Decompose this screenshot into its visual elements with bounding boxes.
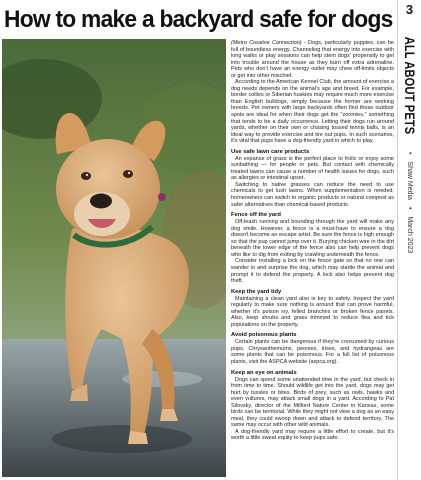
intro-text: - Dogs, particularly puppies, can be full of boundless energy. Channeling that energy into exercise with long walks or play sessions can help stem dogs' propensity to get into trouble around the house as they burn off extra adrenaline. Pets who don't have an energy outlet may chew off-limits objects or get into other mischief. bbox=[231, 40, 394, 79]
dog-photo bbox=[2, 39, 226, 477]
section-paragraph: Consider installing a lock on the fence gate so that no one can wander in and surprise the dog, which may startle the animal and prompt it to defend the property. A lock also helps prevent dog theft. bbox=[231, 258, 394, 285]
section-heading: Avoid poisonous plants bbox=[231, 332, 297, 339]
section-heading: Keep an eye on animals bbox=[231, 369, 297, 376]
section-heading: Fence off the yard bbox=[231, 212, 281, 219]
side-rail bbox=[397, 0, 421, 480]
photo-credit: (Metro Creative Connection) bbox=[231, 40, 302, 46]
intro-paragraph bbox=[231, 40, 394, 79]
running-footer bbox=[402, 26, 416, 253]
headline: How to make a backyard safe for dogs bbox=[4, 6, 393, 33]
section-title: ALL ABOUT PETS bbox=[402, 36, 417, 135]
intro-paragraph: According to the American Kennel Club, the amount of exercise a dog needs depends on the animal's age and breed. For example, border collies or Siberian huskies may require much more exercise than English bulldogs, simply because the former are working breeds. Pet owners with large backyards often find those outdoor spots are ideal for when their dogs get the "zoomies," something that tends to be a daily occurrence. Letting their dogs run around yards, whether on their own or chasing tossed tennis balls, is an ideal way to provide exercise and tire out pups. In such scenarios, it's vital that pups have a dog-friendly yard in which to play. bbox=[231, 79, 394, 145]
page-number: 3 bbox=[405, 2, 414, 17]
section-heading: Use safe lawn care products bbox=[231, 148, 310, 155]
section-paragraph: Certain plants can be dangerous if they're consumed by curious pups. Chrysanthemums, peonies, irises, and hydrangeas are some plants that can be poisonous. For a full list of poisonous plants, visit the ASPCA website (aspca.org). bbox=[231, 339, 394, 365]
section-paragraph: Switching to native grasses can reduce the need to use chemicals to get lush lawns. When supplementation is needed, homeowners can switch to organic products or natural compost as safer alternatives than chemical-based products. bbox=[231, 181, 394, 208]
article-body bbox=[231, 40, 394, 478]
separator: • bbox=[406, 206, 413, 210]
section-paragraph: A dog-friendly yard may require a little effort to create, but it's worth a little sweat equity to keep pups safe. bbox=[231, 428, 394, 442]
section-paragraph: An expanse of grass is the perfect place to frolic or enjoy some sunbathing — for people or pets. But contact with chemically treated lawns can cause a number of health issues for dogs, such as allergies or intestinal upset. bbox=[231, 155, 394, 182]
section-paragraph: Maintaining a clean yard also is key to safety. Inspect the yard regularly to make sure nothing is around that can prove harmful, whether it's poison ivy, felled branches or broken fence panels. Also, keep shrubs and grass trimmed to reduce flea and tick populations on the property. bbox=[231, 295, 394, 328]
publication-name: Shaw Media bbox=[406, 161, 413, 200]
section-heading: Keep the yard tidy bbox=[231, 288, 282, 295]
separator: • bbox=[406, 152, 413, 155]
section-paragraph: Off-leash running and bounding through the yard will make any dog smile. However, a fence is a must-have to ensure a dog doesn't become an escape artist. Be sure the fence is high enough so that the pup cannot jump over it. Burying chicken wire in the dirt beneath the lower edge of the fence also can help prevent dogs who like to dig from exiting by crawling underneath the fence. bbox=[231, 219, 394, 258]
section-paragraph: Dogs can spend some unattended time in the yard, but check in from time to time. Should wildlife get into the yard, dogs may get hurt by tussles or bites. Birds of prey, such as owls, hawks and even vultures, may attack small dogs in a yard. According to Pat Silovsky, director of the Milford Nature Center in Kansas, some birds can be territorial. While they might not view a dog as an easy meal, they could swoop down and attack to defend territory. The same may occur with other wild animals. bbox=[231, 376, 394, 429]
issue-date: March 2023 bbox=[406, 216, 413, 254]
